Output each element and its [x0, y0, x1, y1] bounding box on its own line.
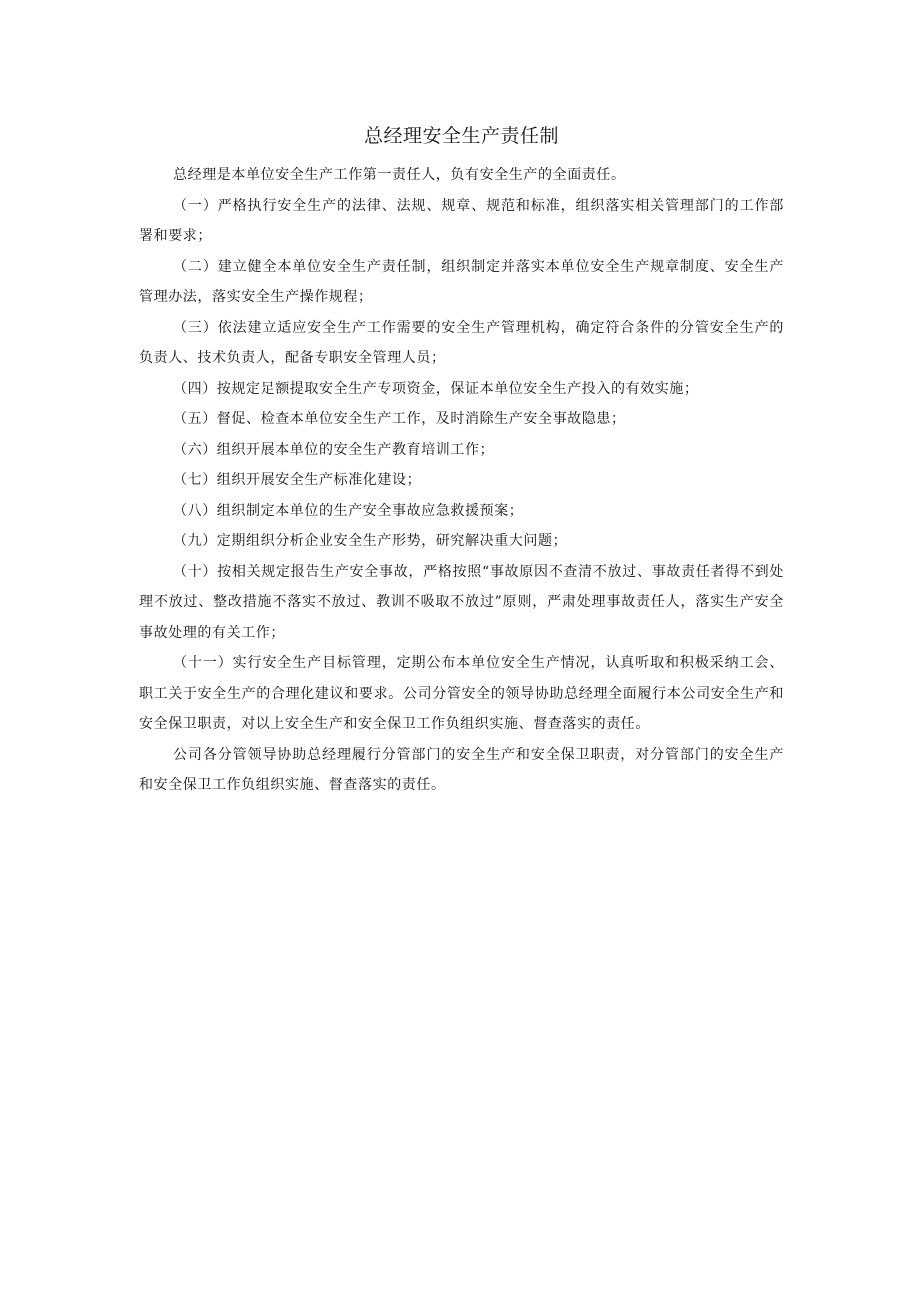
paragraph-item-2: （二）建立健全本单位安全生产责任制，组织制定并落实本单位安全生产规章制度、安全生产管理办法，落实安全生产操作规程； [139, 258, 784, 305]
paragraph-item-8: （八）组织制定本单位的生产安全事故应急救援预案； [173, 502, 524, 519]
paragraph-intro: 总经理是本单位安全生产工作第一责任人，负有安全生产的全面责任。 [173, 167, 626, 183]
paragraph-item-6: （六）组织开展本单位的安全生产教育培训工作； [173, 441, 495, 458]
paragraph-item-9: （九）定期组织分析企业安全生产形势，研究解决重大问题； [173, 533, 568, 549]
paragraph-item-5: （五）督促、检查本单位安全生产工作，及时消除生产安全事故隐患； [173, 411, 626, 427]
paragraph-item-11: （十一）实行安全生产目标管理，定期公布本单位安全生产情况，认真听取和积极采纳工会、职工关于安全生产的合理化建议和要求。公司分管安全的领导协助总经理全面履行本公司安全生产和安全保卫职责，对以上安全生产和安全保卫工作负组织实施、督查落实的责任。 [139, 655, 784, 732]
paragraph-item-4: （四）按规定足额提取安全生产专项资金，保证本单位安全生产投入的有效实施； [173, 380, 699, 397]
paragraph-item-3: （三）依法建立适应安全生产工作需要的安全生产管理机构，确定符合条件的分管安全生产的负责人、技术负责人，配备专职安全管理人员； [139, 319, 784, 366]
paragraph-item-7: （七）组织开展安全生产标准化建设； [173, 472, 422, 488]
paragraph-item-10: （十）按相关规定报告生产安全事故，严格按照“事故原因不查清不放过、事故责任者得不到处理不放过、整改措施不落实不放过、教训不吸取不放过”原则，严肃处理事故责任人，落实生产安全事故处理的有关工作； [139, 563, 784, 641]
document-title: 总经理安全生产责任制 [363, 125, 559, 147]
document-body [139, 122, 784, 801]
paragraph-item-1: （一）严格执行安全生产的法律、法规、规章、规范和标准，组织落实相关管理部门的工作部署和要求； [139, 197, 784, 244]
paragraph-closing: 公司各分管领导协助总经理履行分管部门的安全生产和安全保卫职责，对分管部门的安全生产和安全保卫工作负组织实施、督查落实的责任。 [139, 746, 784, 793]
